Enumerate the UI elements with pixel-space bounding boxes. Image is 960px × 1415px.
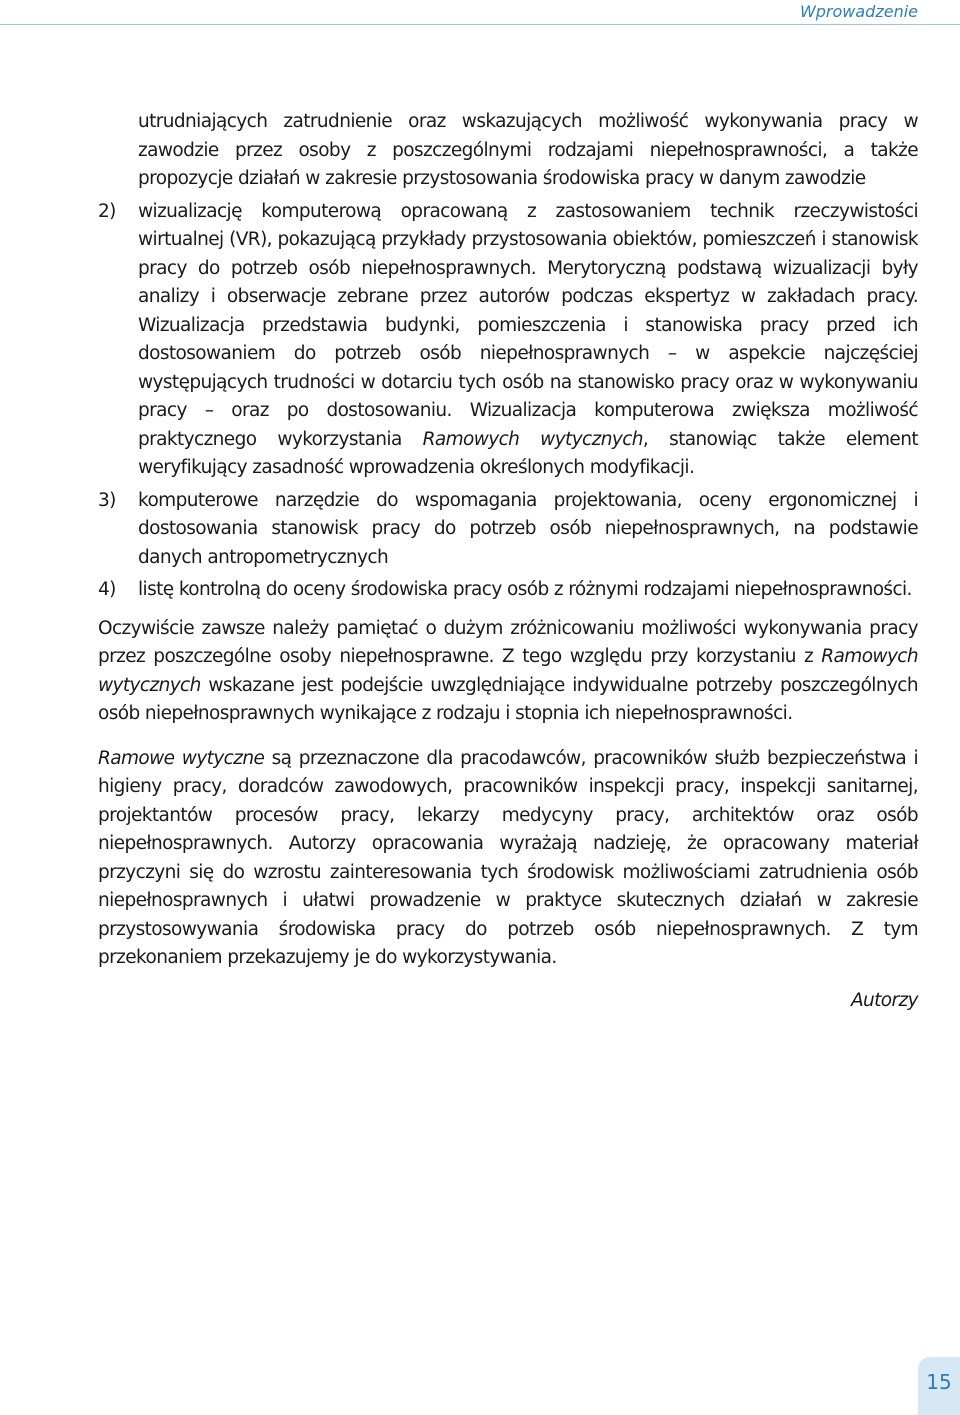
list-item-text: komputerowe narzędzie do wspomagania projektowania, oceny ergonomicznej i dostosowania stanowisk pracy do potrzeb osób niepełnosprawnych, na podstawie danych antropometrycznych xyxy=(138,489,918,568)
page-number: 15 xyxy=(926,1370,952,1394)
page-body xyxy=(98,108,918,1015)
paragraph-text-part: są przeznaczone dla pracodawców, pracowników służb bezpieczeństwa i higieny pracy, doradców zawodowych, pracowników inspekcji pracy, inspekcji sanitarnej, projektantów procesów pracy, lekarzy medycyny pracy, architektów oraz osób niepełnosprawnych. Autorzy opracowania wyrażają nadzieję, że opracowany materiał przyczyni się do wzrostu zainteresowania tych środowisk możliwościami zatrudnienia osób niepełnosprawnych i ułatwi prowadzenie w praktyce skutecznych działań w zakresie przystosowywania środowiska pracy do potrzeb osób niepełnosprawnych. Z tym przekonaniem przekazujemy je do wykorzystywania. xyxy=(98,747,918,968)
list-item-3 xyxy=(98,487,918,573)
list-item-4 xyxy=(98,576,918,605)
page-number-badge xyxy=(918,1357,960,1415)
list-item-text xyxy=(138,198,918,483)
paragraph-text-part: wskazane jest podejście uwzględniające indywidualne potrzeby poszczególnych osób niepełnosprawnych wynikające z rodzaju i stopnia ich niepełnosprawności. xyxy=(98,674,918,724)
list-item-text: listę kontrolną do oceny środowiska pracy osób z różnymi rodzajami niepełnosprawności. xyxy=(138,579,912,600)
paragraph-text-part: Oczywiście zawsze należy pamiętać o dużym zróżnicowaniu możliwości wykonywania pracy przez poszczególne osoby niepełnosprawne. Z tego względu przy korzystaniu z xyxy=(98,617,918,667)
paragraph-diversity xyxy=(98,615,918,729)
italic-title-ref: Ramowych wytycznych xyxy=(98,646,918,696)
list-item-text-part: wizualizację komputerową opracowaną z zastosowaniem technik rzeczywistości wirtualnej (VR), pokazującą przykłady przystosowania obiektów, pomieszczeń i stanowisk pracy do potrzeb osób niepełnosprawnych. Merytoryczną podstawą wizualizacji były analizy i obserwacje zebrane przez autorów podczas ekspertyz w zakładach pracy. Wizualizacja przedstawia budynki, pomieszczenia i stanowiska pracy przed ich dostosowaniem do potrzeb osób niepełnosprawnych – w aspekcie najczęściej występujących trudności w dotarciu tych osób na stanowisko pracy oraz w wykonywaniu pracy – oraz po dostosowaniu. Wizualizacja komputerowa zwiększa możliwość praktycznego wykorzystania xyxy=(138,200,918,450)
list-item-number: 2) xyxy=(98,200,116,222)
italic-title-ref: Ramowe wytyczne xyxy=(98,747,265,769)
authors-signature: Autorzy xyxy=(850,989,918,1011)
header-divider xyxy=(0,24,960,25)
list-item-text-part: , stanowiąc także element weryfikujący zasadność wprowadzenia określonych modyfikacji. xyxy=(138,428,918,478)
list-item-continuation: utrudniających zatrudnienie oraz wskazujących możliwość wykonywania pracy w zawodzie przez osoby z poszczególnymi rodzajami niepełnosprawności, a także propozycje działań w zakresie przystosowania środowiska pracy w danym zawodzie xyxy=(138,111,918,189)
list-item-2 xyxy=(98,198,918,483)
list-item-number: 3) xyxy=(98,489,116,511)
running-header-title: Wprowadzenie xyxy=(799,2,918,21)
italic-title-ref: Ramowych wytycznych xyxy=(422,428,643,450)
paragraph-audience xyxy=(98,745,918,973)
list-item-number: 4) xyxy=(98,579,116,600)
